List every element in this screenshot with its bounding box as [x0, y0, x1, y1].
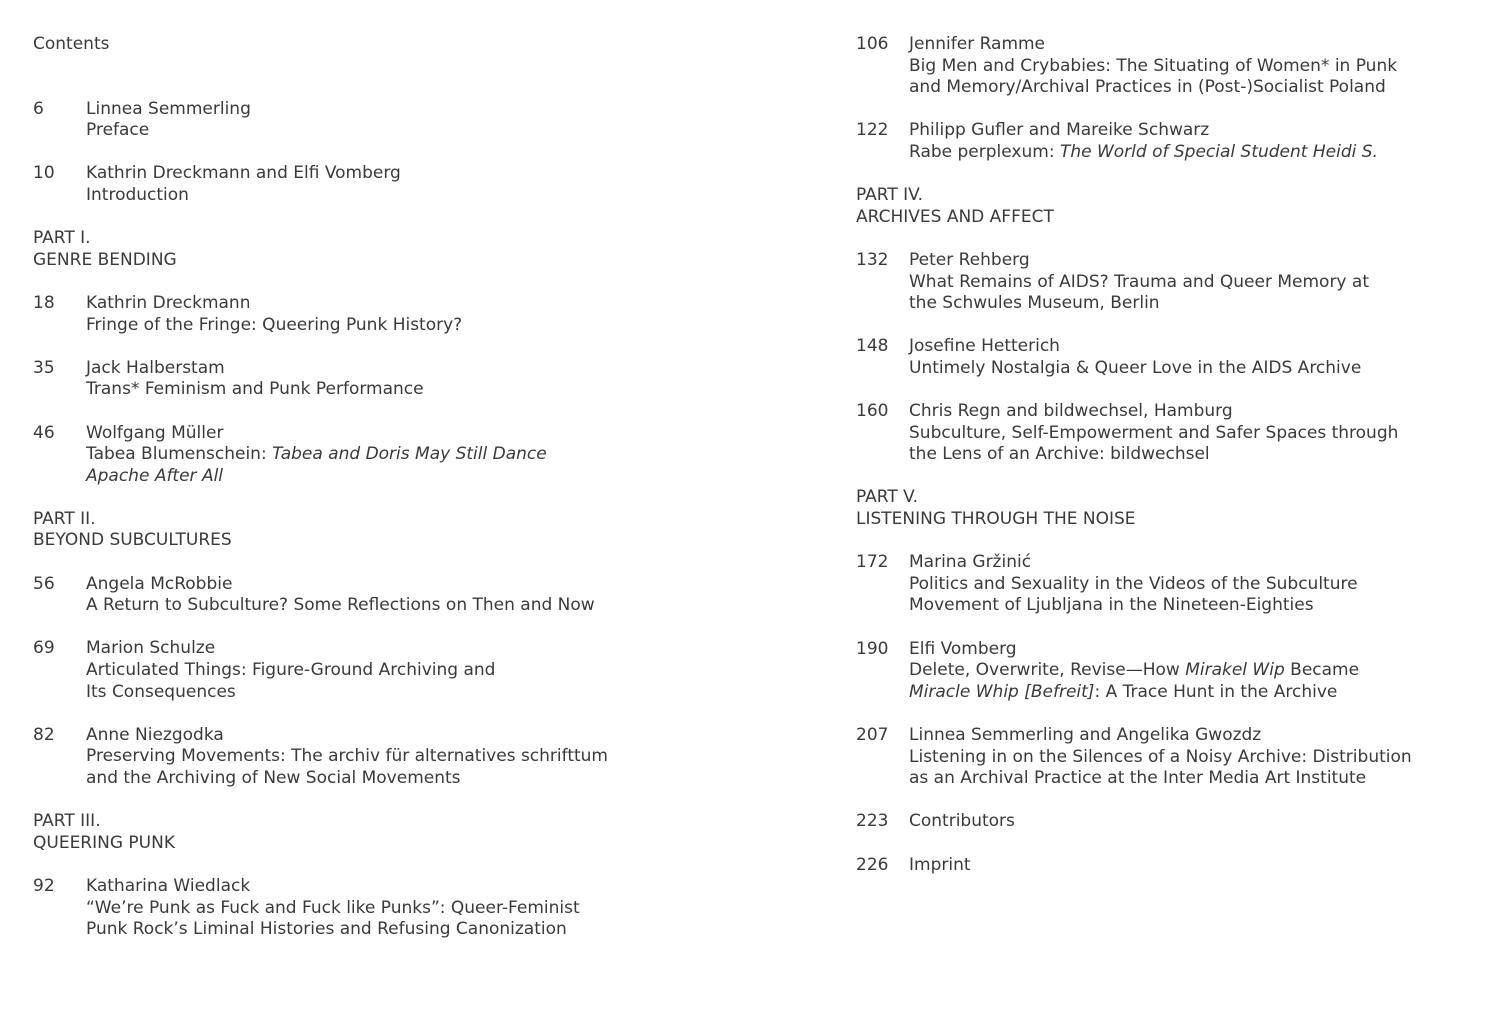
page-number: 18 [33, 292, 55, 313]
entry-title-line [86, 746, 773, 768]
toc-entry [856, 855, 1476, 877]
entry-body [86, 638, 773, 703]
entry-author: Linnea Semmerling and Angelika Gwozdz [909, 725, 1262, 745]
page-number: 10 [33, 163, 55, 184]
title-segment: “We’re Punk as Fuck and Fuck like Punks”: Queer-Feminist [86, 897, 580, 918]
title-segment: Untimely Nostalgia & Queer Love in the AIDS Archive [909, 357, 1362, 378]
entry-title-line [909, 77, 1476, 99]
toc-left-column [33, 34, 773, 962]
title-segment: the Lens of an Archive: bildwechsel [909, 444, 1210, 465]
page-number: 190 [856, 638, 889, 659]
entry-title-line [909, 56, 1476, 78]
back-matter-entries [856, 811, 1476, 876]
entry-author: Elfi Vomberg [909, 638, 1017, 659]
toc-entry [856, 336, 1476, 379]
part-number: PART II. [33, 508, 96, 529]
page-number: 160 [856, 401, 889, 422]
entry-title-line [909, 423, 1476, 445]
entry-title-line [86, 379, 773, 401]
entry-author: Jack Halberstam [86, 357, 225, 378]
toc-entry [33, 163, 773, 206]
toc-right-column [856, 34, 1476, 898]
title-segment: Articulated Things: Figure-Ground Archiving and [86, 660, 496, 681]
toc-entry [856, 401, 1476, 466]
entry-body [909, 855, 1476, 877]
entry-body [86, 725, 773, 790]
entry-body [909, 336, 1476, 379]
entry-author: Chris Regn and bildwechsel, Hamburg [909, 401, 1233, 422]
front-matter-entries [33, 99, 773, 207]
entry-author: Marina Gržinić [909, 552, 1032, 573]
entry-title-line [86, 315, 773, 337]
title-segment: Movement of Ljubljana in the Nineteen-Eighties [909, 595, 1314, 616]
entry-title-line [86, 595, 773, 617]
entry-body [909, 34, 1476, 99]
title-italic-segment: Apache After All [86, 465, 224, 486]
entry-title-line [86, 768, 773, 790]
title-segment: Rabe perplexum: [909, 141, 1060, 162]
entry-title-line [909, 272, 1476, 294]
title-segment: Politics and Sexuality in the Videos of the Subculture [909, 573, 1358, 594]
page-number: 6 [33, 98, 44, 119]
entry-body [909, 120, 1476, 163]
page-number: 226 [856, 854, 889, 875]
page-number: 207 [856, 725, 889, 745]
entry-title-line [909, 768, 1476, 790]
title-segment: A Return to Subculture? Some Reflections on Then and Now [86, 595, 595, 616]
entry-body [909, 811, 1476, 833]
part-number: PART I. [33, 228, 91, 249]
entry-title-line [86, 185, 773, 207]
part-heading [33, 811, 773, 854]
entry-author: Marion Schulze [86, 638, 216, 659]
entry-author: Philipp Gufler and Mareike Schwarz [909, 120, 1210, 141]
part-section [33, 228, 773, 487]
entry-title-line [909, 747, 1476, 769]
title-segment: Trans* Feminism and Punk Performance [86, 379, 424, 400]
toc-entry [33, 358, 773, 401]
part-section [33, 509, 773, 790]
entry-title-line [86, 898, 773, 920]
title-segment: Subculture, Self-Empowerment and Safer Spaces through [909, 422, 1399, 443]
title-italic-segment: The World of Special Student Heidi S. [1059, 141, 1378, 162]
entry-author: Peter Rehberg [909, 249, 1030, 270]
page-number: 82 [33, 724, 55, 745]
toc-entry [33, 293, 773, 336]
toc-entry [33, 876, 773, 941]
entry-title-line [86, 682, 773, 704]
title-italic-segment: Miracle Whip [Befreit] [909, 681, 1095, 702]
part-number: PART III. [33, 811, 101, 832]
toc-entry [856, 552, 1476, 617]
entry-title-line [86, 444, 773, 466]
contents-heading: Contents [33, 34, 110, 54]
toc-entry [856, 250, 1476, 315]
title-segment: What Remains of AIDS? Trauma and Queer Memory at [909, 271, 1369, 292]
title-segment: Punk Rock’s Liminal Histories and Refusing Canonization [86, 919, 567, 940]
title-segment: as an Archival Practice at the Inter Media Art Institute [909, 768, 1367, 789]
title-segment: Big Men and Crybabies: The Situating of Women* in Punk [909, 55, 1398, 76]
entry-author: Linnea Semmerling [86, 98, 251, 119]
part-heading [856, 185, 1476, 228]
page-number: 106 [856, 34, 889, 54]
entry-body [86, 574, 773, 617]
title-segment: Delete, Overwrite, Revise—How [909, 660, 1186, 681]
entry-title-line [86, 660, 773, 682]
title-segment: Fringe of the Fringe: Queering Punk History? [86, 314, 463, 335]
part-continued-entries [856, 34, 1476, 164]
entry-title-line [909, 358, 1476, 380]
entry-title-line [86, 919, 773, 941]
part-heading [33, 228, 773, 271]
entry-title-line [86, 120, 773, 142]
page-number: 132 [856, 249, 889, 270]
toc-entry [856, 725, 1476, 790]
page-number: 35 [33, 357, 55, 378]
entry-body [86, 423, 773, 488]
page-number: 69 [33, 638, 55, 659]
entry-body [86, 293, 773, 336]
entry-body [86, 876, 773, 941]
part-name: BEYOND SUBCULTURES [33, 530, 232, 551]
part-number: PART V. [856, 487, 918, 508]
entry-body [86, 163, 773, 206]
entry-author: Angela McRobbie [86, 573, 233, 594]
page-number: 92 [33, 875, 55, 896]
part-name: ARCHIVES AND AFFECT [856, 206, 1054, 227]
entry-author: Kathrin Dreckmann [86, 292, 251, 313]
toc-entry [33, 725, 773, 790]
entry-body [909, 250, 1476, 315]
page-number: 46 [33, 422, 55, 443]
part-name: GENRE BENDING [33, 249, 177, 270]
page-number: 172 [856, 552, 889, 573]
part-section [856, 185, 1476, 466]
entry-title-line [909, 574, 1476, 596]
entry-author: Kathrin Dreckmann and Elfi Vomberg [86, 163, 401, 184]
entry-author: Anne Niezgodka [86, 724, 224, 745]
part-heading [856, 487, 1476, 530]
title-segment: and Memory/Archival Practices in (Post-)Socialist Poland [909, 77, 1386, 98]
entry-title-line [909, 142, 1476, 164]
entry-title-line [909, 444, 1476, 466]
title-segment: Introduction [86, 184, 189, 205]
toc-entry [33, 574, 773, 617]
title-segment: Tabea Blumenschein: [86, 444, 273, 465]
toc-entry [856, 639, 1476, 704]
toc-entry [33, 423, 773, 488]
title-segment: Its Consequences [86, 681, 236, 702]
title-italic-segment: Tabea and Doris May Still Dance [272, 444, 547, 465]
entry-author: Josefine Hetterich [909, 336, 1060, 357]
entry-author: Jennifer Ramme [909, 34, 1046, 54]
page-number: 148 [856, 336, 889, 357]
title-italic-segment: Mirakel Wip [1185, 660, 1285, 681]
part-name: LISTENING THROUGH THE NOISE [856, 509, 1136, 530]
entry-label: Imprint [909, 854, 971, 875]
title-segment: Listening in on the Silences of a Noisy Archive: Distribution [909, 746, 1412, 767]
entry-body [909, 401, 1476, 466]
entry-body [909, 725, 1476, 790]
toc-entry [856, 34, 1476, 99]
entry-author: Wolfgang Müller [86, 422, 224, 443]
entry-title-line [909, 660, 1476, 682]
entry-title-line [909, 595, 1476, 617]
toc-entry [856, 811, 1476, 833]
page-number: 122 [856, 120, 889, 141]
part-section [33, 811, 773, 941]
part-number: PART IV. [856, 185, 924, 206]
entry-title-line [909, 682, 1476, 704]
toc-entry [856, 120, 1476, 163]
toc-entry [33, 99, 773, 142]
entry-body [909, 552, 1476, 617]
entry-title-line [909, 293, 1476, 315]
toc-entry [33, 638, 773, 703]
title-segment: : A Trace Hunt in the Archive [1094, 681, 1338, 702]
entry-body [86, 99, 773, 142]
entry-body [86, 358, 773, 401]
title-segment: Became [1284, 660, 1360, 681]
title-segment: Preface [86, 120, 150, 141]
title-segment: and the Archiving of New Social Movements [86, 768, 461, 788]
part-section [856, 487, 1476, 789]
page-number: 223 [856, 811, 889, 832]
entry-title-line [86, 466, 773, 488]
part-heading [33, 509, 773, 552]
entry-label: Contributors [909, 811, 1015, 832]
title-segment: the Schwules Museum, Berlin [909, 293, 1160, 314]
page-number: 56 [33, 573, 55, 594]
entry-body [909, 639, 1476, 704]
title-segment: Preserving Movements: The archiv für alternatives schrifttum [86, 746, 608, 767]
part-name: QUEERING PUNK [33, 832, 175, 853]
entry-author: Katharina Wiedlack [86, 875, 251, 896]
